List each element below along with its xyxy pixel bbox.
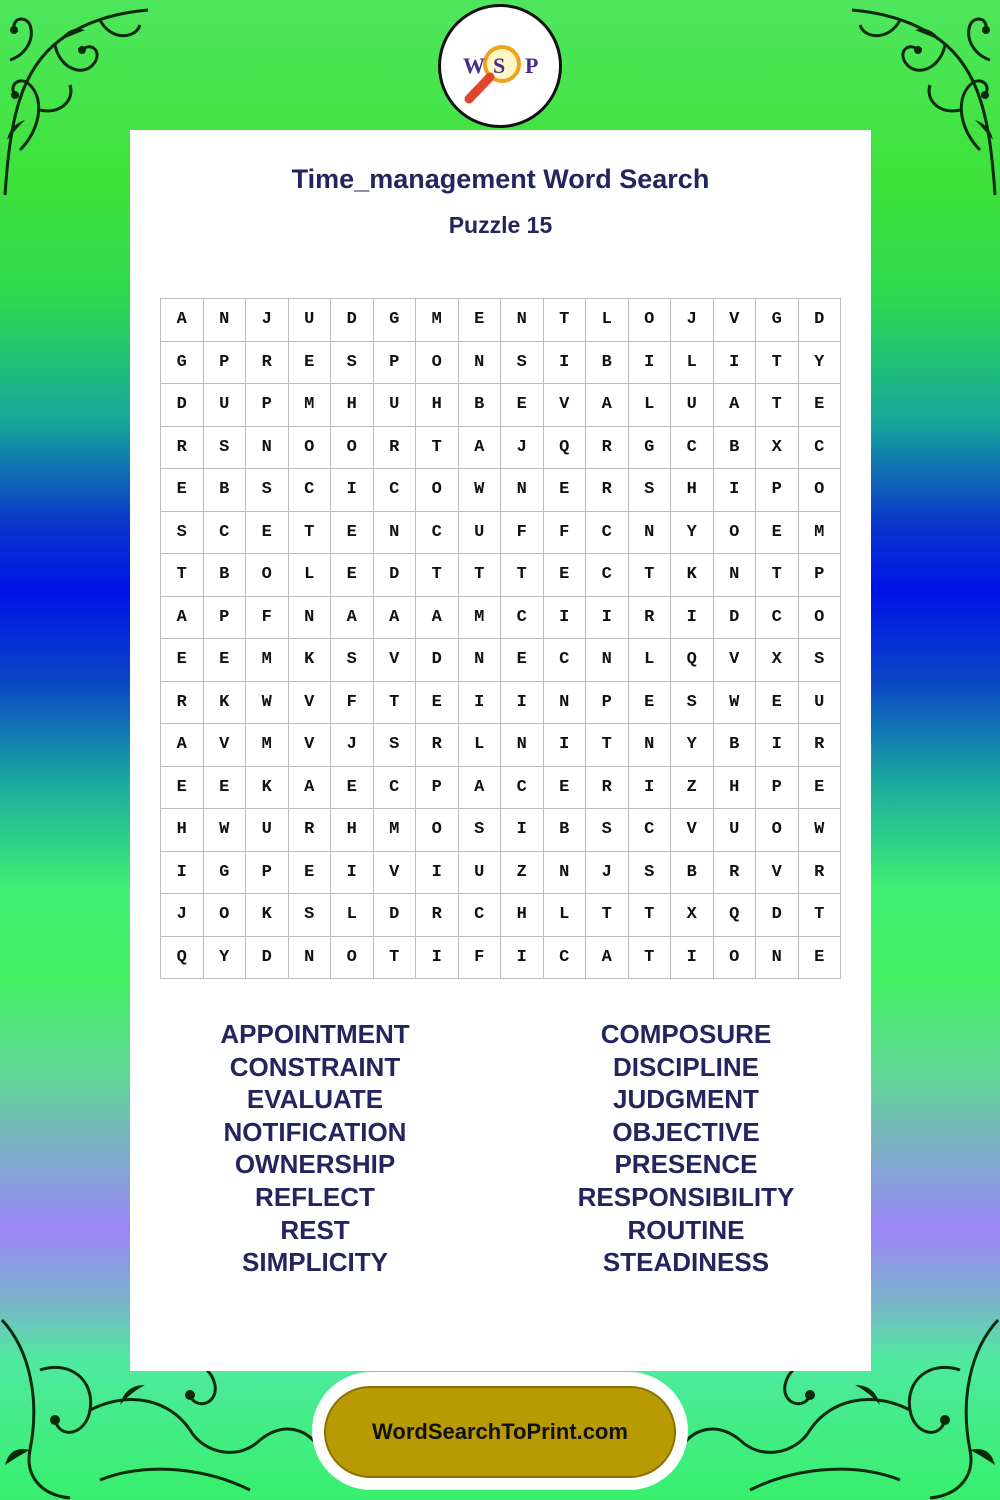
- word-list-item: ROUTINE: [627, 1214, 745, 1245]
- grid-cell[interactable]: M: [246, 639, 289, 682]
- grid-cell[interactable]: S: [331, 639, 374, 682]
- grid-cell[interactable]: I: [629, 767, 672, 810]
- grid-cell[interactable]: V: [756, 852, 799, 895]
- grid-cell[interactable]: E: [799, 767, 842, 810]
- grid-cell[interactable]: A: [416, 597, 459, 640]
- grid-cell[interactable]: O: [756, 809, 799, 852]
- grid-cell[interactable]: E: [756, 512, 799, 555]
- grid-cell[interactable]: P: [246, 384, 289, 427]
- grid-cell[interactable]: S: [629, 852, 672, 895]
- grid-cell[interactable]: E: [161, 767, 204, 810]
- grid-cell[interactable]: P: [204, 597, 247, 640]
- grid-cell[interactable]: H: [416, 384, 459, 427]
- grid-cell[interactable]: G: [756, 299, 799, 342]
- grid-cell[interactable]: I: [629, 342, 672, 385]
- grid-cell[interactable]: R: [586, 469, 629, 512]
- grid-cell[interactable]: J: [671, 299, 714, 342]
- puzzle-panel: [130, 130, 871, 1371]
- grid-cell[interactable]: N: [374, 512, 417, 555]
- grid-cell[interactable]: C: [756, 597, 799, 640]
- grid-cell[interactable]: I: [544, 342, 587, 385]
- logo-letter-p: P: [525, 53, 539, 78]
- grid-cell[interactable]: R: [246, 342, 289, 385]
- grid-cell[interactable]: T: [374, 682, 417, 725]
- letter-grid: [160, 298, 841, 979]
- grid-cell[interactable]: C: [544, 937, 587, 980]
- grid-cell[interactable]: C: [459, 894, 502, 937]
- grid-cell[interactable]: M: [289, 384, 332, 427]
- grid-cell[interactable]: N: [459, 342, 502, 385]
- grid-cell[interactable]: E: [501, 639, 544, 682]
- grid-cell[interactable]: D: [246, 937, 289, 980]
- grid-cell[interactable]: H: [331, 384, 374, 427]
- grid-cell[interactable]: A: [459, 427, 502, 470]
- word-list-item: STEADINESS: [602, 1247, 770, 1278]
- grid-cell[interactable]: R: [799, 852, 842, 895]
- magnifier-icon: [441, 7, 559, 125]
- grid-cell[interactable]: Y: [204, 937, 247, 980]
- grid-cell[interactable]: B: [459, 384, 502, 427]
- grid-cell[interactable]: A: [331, 597, 374, 640]
- grid-cell[interactable]: C: [671, 427, 714, 470]
- grid-cell[interactable]: R: [586, 427, 629, 470]
- grid-cell[interactable]: G: [161, 342, 204, 385]
- grid-cell[interactable]: D: [416, 639, 459, 682]
- grid-cell[interactable]: I: [544, 597, 587, 640]
- grid-cell[interactable]: T: [161, 554, 204, 597]
- grid-cell[interactable]: U: [459, 512, 502, 555]
- grid-cell[interactable]: T: [416, 554, 459, 597]
- grid-cell[interactable]: Z: [501, 852, 544, 895]
- word-list-item: PRESENCE: [614, 1149, 758, 1180]
- grid-cell[interactable]: M: [459, 597, 502, 640]
- grid-cell[interactable]: B: [714, 724, 757, 767]
- grid-cell[interactable]: B: [714, 427, 757, 470]
- grid-cell[interactable]: V: [544, 384, 587, 427]
- grid-cell[interactable]: S: [799, 639, 842, 682]
- grid-cell[interactable]: L: [331, 894, 374, 937]
- wsp-logo[interactable]: [438, 4, 562, 128]
- word-list-item: OWNERSHIP: [234, 1149, 396, 1180]
- grid-cell[interactable]: P: [204, 342, 247, 385]
- grid-cell[interactable]: D: [799, 299, 842, 342]
- grid-cell[interactable]: A: [289, 767, 332, 810]
- grid-cell[interactable]: S: [501, 342, 544, 385]
- grid-cell[interactable]: E: [544, 767, 587, 810]
- grid-cell[interactable]: V: [374, 852, 417, 895]
- grid-cell[interactable]: F: [246, 597, 289, 640]
- grid-cell[interactable]: R: [714, 852, 757, 895]
- grid-cell[interactable]: N: [629, 512, 672, 555]
- grid-cell[interactable]: Q: [161, 937, 204, 980]
- word-list-item: SIMPLICITY: [242, 1247, 388, 1278]
- grid-cell[interactable]: L: [629, 639, 672, 682]
- grid-cell[interactable]: F: [544, 512, 587, 555]
- grid-cell[interactable]: E: [544, 469, 587, 512]
- grid-cell[interactable]: A: [161, 597, 204, 640]
- grid-cell[interactable]: P: [586, 682, 629, 725]
- grid-cell[interactable]: T: [501, 554, 544, 597]
- page-title: Time_management Word Search: [291, 164, 710, 194]
- grid-cell[interactable]: C: [416, 512, 459, 555]
- grid-cell[interactable]: O: [714, 512, 757, 555]
- grid-cell[interactable]: U: [289, 299, 332, 342]
- grid-cell[interactable]: T: [629, 894, 672, 937]
- grid-cell[interactable]: N: [544, 682, 587, 725]
- grid-cell[interactable]: A: [714, 384, 757, 427]
- grid-cell[interactable]: M: [246, 724, 289, 767]
- grid-cell[interactable]: V: [289, 682, 332, 725]
- grid-cell[interactable]: R: [289, 809, 332, 852]
- word-list-item: EVALUATE: [246, 1084, 384, 1115]
- word-list-item: COMPOSURE: [600, 1019, 772, 1049]
- grid-cell[interactable]: T: [374, 937, 417, 980]
- word-list-item: CONSTRAINT: [229, 1051, 401, 1082]
- grid-cell[interactable]: D: [331, 299, 374, 342]
- grid-cell[interactable]: W: [204, 809, 247, 852]
- grid-cell[interactable]: T: [629, 554, 672, 597]
- grid-cell[interactable]: O: [416, 342, 459, 385]
- grid-cell[interactable]: L: [586, 299, 629, 342]
- grid-cell[interactable]: J: [161, 894, 204, 937]
- grid-cell[interactable]: J: [246, 299, 289, 342]
- grid-cell[interactable]: G: [204, 852, 247, 895]
- grid-cell[interactable]: F: [331, 682, 374, 725]
- grid-cell[interactable]: N: [629, 724, 672, 767]
- grid-cell[interactable]: D: [374, 894, 417, 937]
- grid-cell[interactable]: U: [459, 852, 502, 895]
- grid-cell[interactable]: T: [544, 299, 587, 342]
- grid-cell[interactable]: N: [204, 299, 247, 342]
- grid-cell[interactable]: G: [374, 299, 417, 342]
- grid-cell[interactable]: U: [799, 682, 842, 725]
- grid-cell[interactable]: A: [459, 767, 502, 810]
- grid-cell[interactable]: S: [331, 342, 374, 385]
- grid-cell[interactable]: E: [416, 682, 459, 725]
- grid-cell[interactable]: D: [161, 384, 204, 427]
- grid-cell[interactable]: Y: [799, 342, 842, 385]
- grid-cell[interactable]: N: [756, 937, 799, 980]
- grid-cell[interactable]: O: [416, 809, 459, 852]
- grid-cell[interactable]: I: [501, 682, 544, 725]
- grid-cell[interactable]: A: [161, 299, 204, 342]
- grid-cell[interactable]: R: [416, 894, 459, 937]
- word-list-item: DISCIPLINE: [613, 1051, 759, 1082]
- grid-cell[interactable]: F: [501, 512, 544, 555]
- grid-cell[interactable]: M: [416, 299, 459, 342]
- grid-cell[interactable]: Z: [671, 767, 714, 810]
- grid-cell[interactable]: S: [629, 469, 672, 512]
- grid-cell[interactable]: R: [629, 597, 672, 640]
- grid-cell[interactable]: S: [289, 894, 332, 937]
- grid-cell[interactable]: O: [799, 597, 842, 640]
- grid-cell[interactable]: H: [331, 809, 374, 852]
- grid-cell[interactable]: T: [756, 384, 799, 427]
- grid-cell[interactable]: D: [374, 554, 417, 597]
- grid-cell[interactable]: B: [544, 809, 587, 852]
- word-list-item: OBJECTIVE: [612, 1116, 760, 1147]
- grid-cell[interactable]: W: [246, 682, 289, 725]
- grid-cell[interactable]: K: [289, 639, 332, 682]
- grid-cell[interactable]: I: [714, 342, 757, 385]
- word-list-item: APPOINTMENT: [220, 1019, 410, 1049]
- grid-cell[interactable]: N: [289, 937, 332, 980]
- grid-cell[interactable]: I: [459, 682, 502, 725]
- grid-cell[interactable]: I: [331, 469, 374, 512]
- grid-cell[interactable]: T: [586, 894, 629, 937]
- grid-cell[interactable]: V: [289, 724, 332, 767]
- grid-cell[interactable]: U: [246, 809, 289, 852]
- grid-cell[interactable]: O: [629, 299, 672, 342]
- grid-cell[interactable]: S: [459, 809, 502, 852]
- grid-cell[interactable]: L: [629, 384, 672, 427]
- grid-cell[interactable]: P: [246, 852, 289, 895]
- word-list-item: REST: [280, 1214, 350, 1245]
- grid-cell[interactable]: N: [501, 299, 544, 342]
- grid-cell[interactable]: C: [586, 554, 629, 597]
- grid-cell[interactable]: R: [161, 682, 204, 725]
- grid-cell[interactable]: K: [204, 682, 247, 725]
- corner-ornament-top-left: [0, 0, 150, 200]
- grid-cell[interactable]: O: [416, 469, 459, 512]
- grid-cell[interactable]: V: [204, 724, 247, 767]
- grid-cell[interactable]: U: [714, 809, 757, 852]
- grid-cell[interactable]: V: [714, 639, 757, 682]
- grid-cell[interactable]: S: [374, 724, 417, 767]
- grid-cell[interactable]: E: [331, 554, 374, 597]
- grid-cell[interactable]: P: [374, 342, 417, 385]
- grid-cell[interactable]: L: [289, 554, 332, 597]
- puzzle-number: Puzzle 15: [448, 212, 553, 238]
- grid-cell[interactable]: U: [671, 384, 714, 427]
- grid-cell[interactable]: E: [629, 682, 672, 725]
- grid-cell[interactable]: V: [671, 809, 714, 852]
- grid-cell[interactable]: D: [714, 597, 757, 640]
- grid-cell[interactable]: C: [204, 512, 247, 555]
- grid-cell[interactable]: X: [756, 639, 799, 682]
- grid-cell[interactable]: L: [544, 894, 587, 937]
- word-list-left: [130, 1018, 500, 1279]
- grid-cell[interactable]: I: [671, 937, 714, 980]
- grid-cell[interactable]: C: [374, 469, 417, 512]
- grid-cell[interactable]: C: [501, 597, 544, 640]
- grid-cell[interactable]: T: [289, 512, 332, 555]
- grid-cell[interactable]: I: [501, 937, 544, 980]
- grid-cell[interactable]: E: [799, 937, 842, 980]
- grid-cell[interactable]: X: [756, 427, 799, 470]
- grid-cell[interactable]: A: [161, 724, 204, 767]
- grid-cell[interactable]: W: [459, 469, 502, 512]
- grid-cell[interactable]: N: [246, 427, 289, 470]
- grid-cell[interactable]: I: [331, 852, 374, 895]
- grid-cell[interactable]: D: [756, 894, 799, 937]
- grid-cell[interactable]: W: [714, 682, 757, 725]
- word-list-item: REFLECT: [255, 1181, 375, 1212]
- grid-cell[interactable]: Q: [671, 639, 714, 682]
- grid-cell[interactable]: E: [161, 639, 204, 682]
- logo-letter-s: S: [493, 53, 506, 78]
- grid-cell[interactable]: C: [586, 512, 629, 555]
- grid-cell[interactable]: B: [671, 852, 714, 895]
- grid-cell[interactable]: T: [459, 554, 502, 597]
- grid-cell[interactable]: N: [289, 597, 332, 640]
- corner-ornament-top-right: [850, 0, 1000, 200]
- grid-cell[interactable]: L: [671, 342, 714, 385]
- grid-cell[interactable]: G: [629, 427, 672, 470]
- grid-cell[interactable]: U: [374, 384, 417, 427]
- grid-cell[interactable]: A: [586, 384, 629, 427]
- grid-cell[interactable]: L: [459, 724, 502, 767]
- grid-cell[interactable]: J: [331, 724, 374, 767]
- grid-cell[interactable]: T: [416, 427, 459, 470]
- grid-cell[interactable]: I: [586, 597, 629, 640]
- grid-cell[interactable]: R: [374, 427, 417, 470]
- word-list-item: JUDGMENT: [613, 1084, 759, 1115]
- grid-cell[interactable]: N: [501, 724, 544, 767]
- grid-cell[interactable]: P: [756, 469, 799, 512]
- grid-cell[interactable]: Y: [671, 724, 714, 767]
- grid-cell[interactable]: T: [586, 724, 629, 767]
- grid-cell[interactable]: B: [204, 554, 247, 597]
- grid-cell[interactable]: K: [246, 767, 289, 810]
- grid-cell[interactable]: I: [416, 937, 459, 980]
- grid-cell[interactable]: I: [671, 597, 714, 640]
- grid-cell[interactable]: H: [501, 894, 544, 937]
- word-list-item: RESPONSIBILITY: [577, 1181, 795, 1212]
- grid-cell[interactable]: H: [161, 809, 204, 852]
- grid-cell[interactable]: O: [799, 469, 842, 512]
- grid-cell[interactable]: I: [714, 469, 757, 512]
- grid-cell[interactable]: R: [161, 427, 204, 470]
- grid-cell[interactable]: J: [586, 852, 629, 895]
- grid-cell[interactable]: J: [501, 427, 544, 470]
- grid-cell[interactable]: W: [799, 809, 842, 852]
- grid-cell[interactable]: E: [204, 639, 247, 682]
- grid-cell[interactable]: E: [459, 299, 502, 342]
- grid-cell[interactable]: Q: [544, 427, 587, 470]
- grid-cell[interactable]: X: [671, 894, 714, 937]
- grid-cell[interactable]: B: [204, 469, 247, 512]
- grid-cell[interactable]: F: [459, 937, 502, 980]
- grid-cell[interactable]: I: [416, 852, 459, 895]
- grid-cell[interactable]: O: [204, 894, 247, 937]
- grid-cell[interactable]: E: [289, 342, 332, 385]
- grid-cell[interactable]: E: [799, 384, 842, 427]
- grid-cell[interactable]: S: [246, 469, 289, 512]
- grid-cell[interactable]: B: [586, 342, 629, 385]
- grid-cell[interactable]: V: [374, 639, 417, 682]
- grid-cell[interactable]: K: [671, 554, 714, 597]
- grid-cell[interactable]: C: [501, 767, 544, 810]
- grid-cell[interactable]: M: [374, 809, 417, 852]
- grid-cell[interactable]: N: [586, 639, 629, 682]
- grid-cell[interactable]: Y: [671, 512, 714, 555]
- grid-cell[interactable]: E: [501, 384, 544, 427]
- grid-cell[interactable]: T: [756, 342, 799, 385]
- grid-cell[interactable]: H: [714, 767, 757, 810]
- grid-cell[interactable]: R: [799, 724, 842, 767]
- grid-cell[interactable]: O: [289, 427, 332, 470]
- grid-cell[interactable]: O: [714, 937, 757, 980]
- grid-cell[interactable]: P: [756, 767, 799, 810]
- grid-cell[interactable]: N: [501, 469, 544, 512]
- grid-cell[interactable]: E: [204, 767, 247, 810]
- word-list-item: NOTIFICATION: [223, 1116, 407, 1147]
- grid-cell[interactable]: C: [289, 469, 332, 512]
- grid-cell[interactable]: V: [714, 299, 757, 342]
- grid-cell[interactable]: N: [544, 852, 587, 895]
- grid-cell[interactable]: Q: [714, 894, 757, 937]
- word-list-right: [501, 1018, 871, 1279]
- grid-cell[interactable]: S: [671, 682, 714, 725]
- grid-cell[interactable]: I: [501, 809, 544, 852]
- grid-cell[interactable]: E: [161, 469, 204, 512]
- grid-cell[interactable]: H: [671, 469, 714, 512]
- grid-cell[interactable]: M: [799, 512, 842, 555]
- grid-cell[interactable]: E: [289, 852, 332, 895]
- grid-cell[interactable]: O: [331, 937, 374, 980]
- grid-cell[interactable]: E: [544, 554, 587, 597]
- grid-cell[interactable]: C: [374, 767, 417, 810]
- grid-cell[interactable]: E: [331, 767, 374, 810]
- grid-cell[interactable]: S: [586, 809, 629, 852]
- grid-cell[interactable]: E: [331, 512, 374, 555]
- grid-cell[interactable]: C: [629, 809, 672, 852]
- grid-cell[interactable]: N: [459, 639, 502, 682]
- grid-cell[interactable]: N: [714, 554, 757, 597]
- grid-cell[interactable]: I: [756, 724, 799, 767]
- grid-cell[interactable]: C: [799, 427, 842, 470]
- grid-cell[interactable]: E: [756, 682, 799, 725]
- grid-cell[interactable]: S: [204, 427, 247, 470]
- grid-cell[interactable]: P: [799, 554, 842, 597]
- grid-cell[interactable]: O: [246, 554, 289, 597]
- grid-cell[interactable]: T: [756, 554, 799, 597]
- grid-cell[interactable]: R: [416, 724, 459, 767]
- grid-cell[interactable]: U: [204, 384, 247, 427]
- grid-cell[interactable]: C: [544, 639, 587, 682]
- website-link-button[interactable]: WordSearchToPrint.com: [324, 1386, 676, 1478]
- grid-cell[interactable]: K: [246, 894, 289, 937]
- grid-cell[interactable]: S: [161, 512, 204, 555]
- grid-cell[interactable]: T: [629, 937, 672, 980]
- grid-cell[interactable]: P: [416, 767, 459, 810]
- grid-cell[interactable]: T: [799, 894, 842, 937]
- grid-cell[interactable]: I: [161, 852, 204, 895]
- grid-cell[interactable]: A: [374, 597, 417, 640]
- grid-cell[interactable]: A: [586, 937, 629, 980]
- logo-letter-w: W: [463, 53, 485, 78]
- grid-cell[interactable]: O: [331, 427, 374, 470]
- grid-cell[interactable]: E: [246, 512, 289, 555]
- grid-cell[interactable]: I: [544, 724, 587, 767]
- grid-cell[interactable]: R: [586, 767, 629, 810]
